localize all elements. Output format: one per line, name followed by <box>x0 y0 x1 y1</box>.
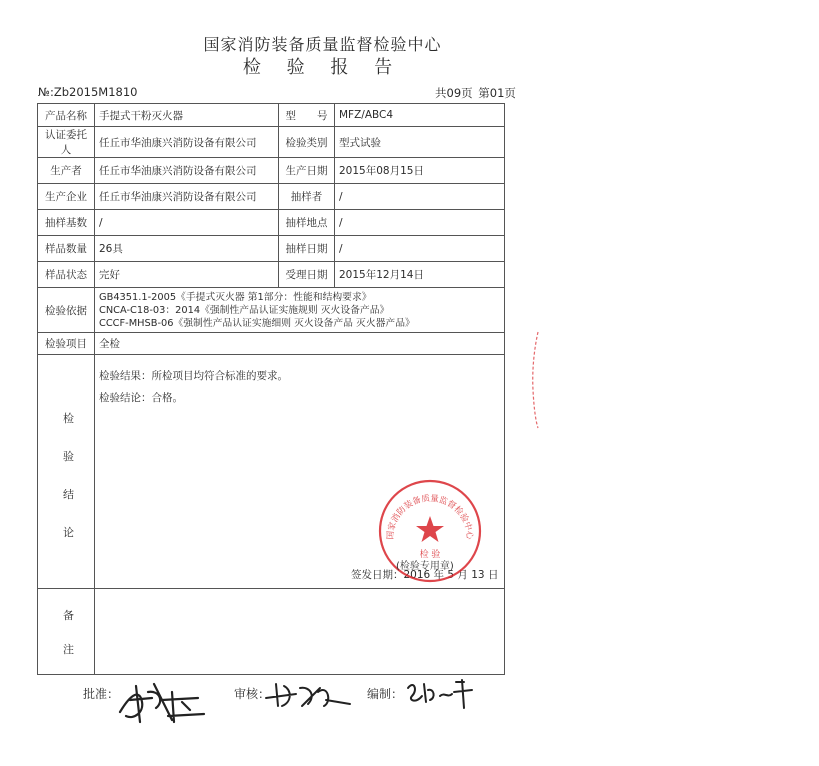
value-sample-date: / <box>335 236 505 262</box>
label-basis: 检验依据 <box>38 288 95 333</box>
notes-char-1: 备 <box>63 609 74 622</box>
conclusion-char-2: 验 <box>63 450 74 463</box>
label-factory: 生产企业 <box>38 184 95 210</box>
basis-line-3: CCCF-MHSB-06《强制性产品认证实施细则 灭火设备产品 灭火器产品》 <box>99 317 415 329</box>
value-test-type: 型式试验 <box>335 127 505 158</box>
report-number: №:Zb2015M1810 <box>38 85 138 99</box>
label-items: 检验项目 <box>38 333 95 355</box>
label-model: 型 号 <box>279 104 335 127</box>
conclusion-char-1: 检 <box>63 412 74 425</box>
label-sample-qty: 样品数量 <box>38 236 95 262</box>
value-prod-date: 2015年08月15日 <box>335 158 505 184</box>
compile-label: 编制： <box>367 687 404 701</box>
value-basis <box>95 288 505 333</box>
stamp-star-icon <box>416 516 444 542</box>
value-sample-place: / <box>335 210 505 236</box>
label-prod-date: 生产日期 <box>279 158 335 184</box>
value-accept-date: 2015年12月14日 <box>335 262 505 288</box>
compile-signature <box>404 674 484 714</box>
value-sample-base: / <box>95 210 279 236</box>
label-accept-date: 受理日期 <box>279 262 335 288</box>
org-name: 国家消防装备质量监督检验中心 <box>203 35 442 54</box>
approve-label: 批准： <box>83 687 120 701</box>
value-client: 任丘市华油康兴消防设备有限公司 <box>95 127 279 158</box>
value-model: MFZ/ABC4 <box>335 104 505 127</box>
label-test-type: 检验类别 <box>279 127 335 158</box>
conclusion-char-4: 论 <box>63 526 74 539</box>
label-sampler: 抽样者 <box>279 184 335 210</box>
approve-signature <box>112 672 212 732</box>
review-signature <box>262 676 352 716</box>
label-product-name: 产品名称 <box>38 104 95 127</box>
value-notes <box>95 589 505 675</box>
value-items: 全检 <box>95 333 505 355</box>
label-sample-base: 抽样基数 <box>38 210 95 236</box>
test-result: 检验结果：所检项目均符合标准的要求。 <box>99 370 288 382</box>
page-count: 共09页 第01页 <box>435 86 516 100</box>
stamp-note: (检验专用章) <box>396 561 454 572</box>
label-sample-date: 抽样日期 <box>279 236 335 262</box>
notes-char-2: 注 <box>63 643 74 656</box>
report-table <box>37 103 505 675</box>
basis-line-1: GB4351.1-2005《手提式灭火器 第1部分：性能和结构要求》 <box>99 291 372 303</box>
value-sample-state: 完好 <box>95 262 279 288</box>
label-conclusion <box>38 355 95 589</box>
issue-date: 签发日期：2016 年 5 月 13 日 <box>351 569 499 581</box>
label-sample-state: 样品状态 <box>38 262 95 288</box>
review-label: 审核： <box>234 687 271 701</box>
test-verdict: 检验结论：合格。 <box>99 392 183 404</box>
margin-stamp-fragment <box>528 330 540 430</box>
basis-line-2: CNCA-C18-03：2014《强制性产品认证实施规则 灭火设备产品》 <box>99 304 390 316</box>
label-sample-place: 抽样地点 <box>279 210 335 236</box>
conclusion-char-3: 结 <box>63 488 74 501</box>
report-title: 检 验 报 告 <box>242 57 403 78</box>
value-sample-qty: 26具 <box>95 236 279 262</box>
value-product-name: 手提式干粉灭火器 <box>95 104 279 127</box>
label-notes <box>38 589 95 675</box>
label-client: 认证委托人 <box>38 127 95 158</box>
value-sampler: / <box>335 184 505 210</box>
stamp-ring-text: 国家消防装备质量监督检验中心 <box>385 493 475 540</box>
label-producer: 生产者 <box>38 158 95 184</box>
value-factory: 任丘市华油康兴消防设备有限公司 <box>95 184 279 210</box>
stamp-center-text: 检 验 <box>419 550 441 560</box>
value-producer: 任丘市华油康兴消防设备有限公司 <box>95 158 279 184</box>
